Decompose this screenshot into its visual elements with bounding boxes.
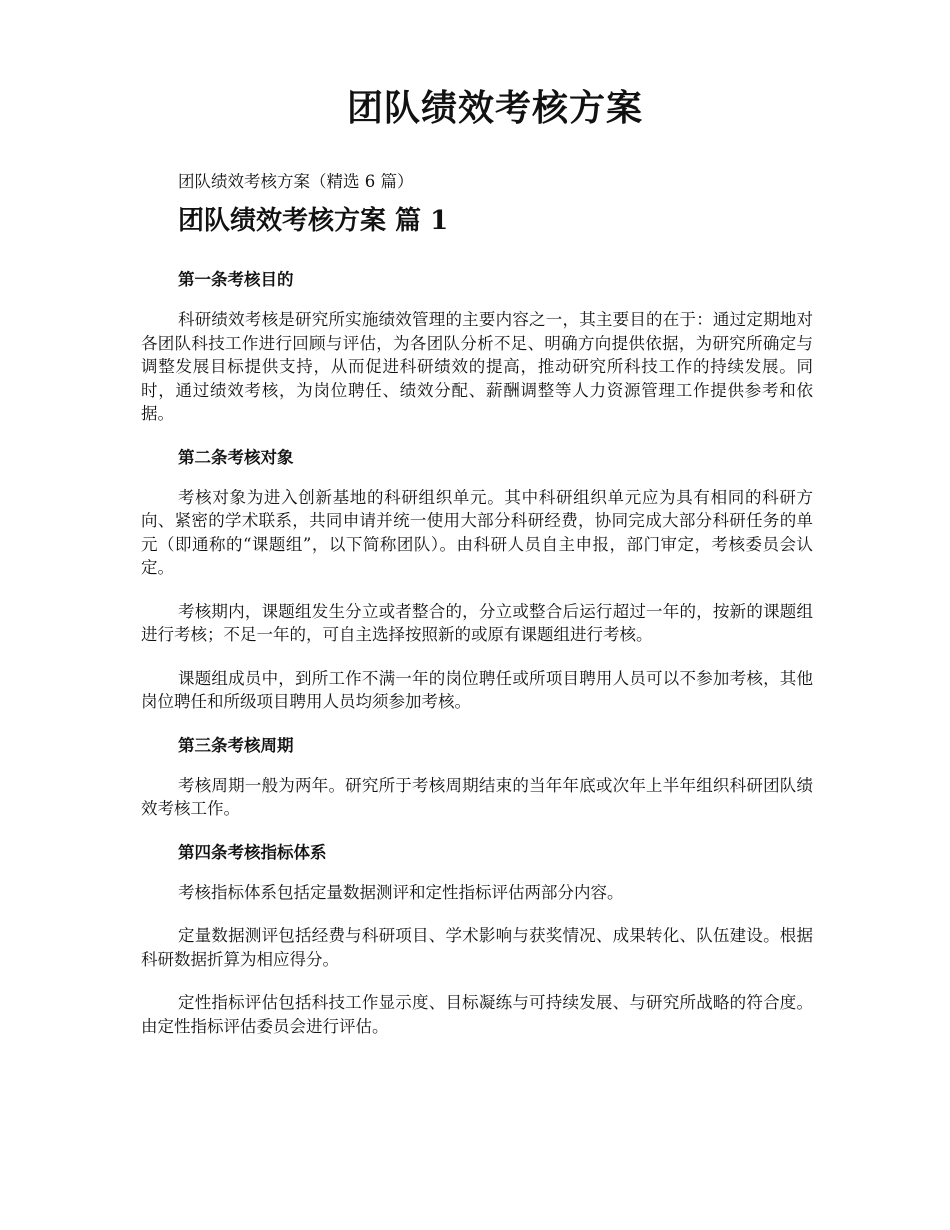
article-heading-indicators: 第四条考核指标体系 [178, 842, 327, 862]
article-paragraph: 考核期内，课题组发生分立或者整合的，分立或整合后运行超过一年的，按新的课题组进行考核；不足一年的，可自主选择按照新的或原有课题组进行考核。 [141, 601, 813, 644]
document-body [141, 170, 813, 1058]
article-paragraph: 定性指标评估包括科技工作显示度、目标凝练与可持续发展、与研究所战略的符合度。由定性指标评估委员会进行评估。 [141, 993, 813, 1036]
article-paragraph: 考核对象为进入创新基地的科研组织单元。其中科研组织单元应为具有相同的科研方向、紧密的学术联系，共同申请并统一使用大部分科研经费，协同完成大部分科研任务的单元（即通称的“课题组”，以下简称团队）。由科研人员自主申报，部门审定，考核委员会认定。 [141, 487, 813, 577]
article-heading-period: 第三条考核周期 [178, 735, 294, 755]
article-paragraph: 考核指标体系包括定量数据测评和定性指标评估两部分内容。 [178, 882, 624, 902]
article-paragraph: 课题组成员中，到所工作不满一年的岗位聘任或所项目聘用人员可以不参加考核，其他岗位聘任和所级项目聘用人员均须参加考核。 [141, 668, 813, 711]
document-title: 团队绩效考核方案 [346, 87, 643, 129]
article-heading-target: 第二条考核对象 [178, 447, 294, 467]
article-paragraph: 科研绩效考核是研究所实施绩效管理的主要内容之一，其主要目的在于：通过定期地对各团队科技工作进行回顾与评估，为各团队分析不足、明确方向提供依据，为研究所确定与调整发展目标提供支持，从而促进科研绩效的提高，推动研究所科技工作的持续发展。同时，通过绩效考核，为岗位聘任、绩效分配、薪酬调整等人力资源管理工作提供参考和依据。 [141, 310, 813, 423]
section-heading: 团队绩效考核方案 篇 1 [178, 206, 449, 236]
article-paragraph: 考核周期一般为两年。研究所于考核周期结束的当年年底或次年上半年组织科研团队绩效考核工作。 [141, 775, 813, 818]
article-paragraph: 定量数据测评包括经费与科研项目、学术影响与获奖情况、成果转化、队伍建设。根据科研数据折算为相应得分。 [141, 926, 813, 969]
document-subtitle: 团队绩效考核方案（精选 6 篇） [178, 172, 414, 191]
article-heading-purpose: 第一条考核目的 [178, 270, 294, 289]
